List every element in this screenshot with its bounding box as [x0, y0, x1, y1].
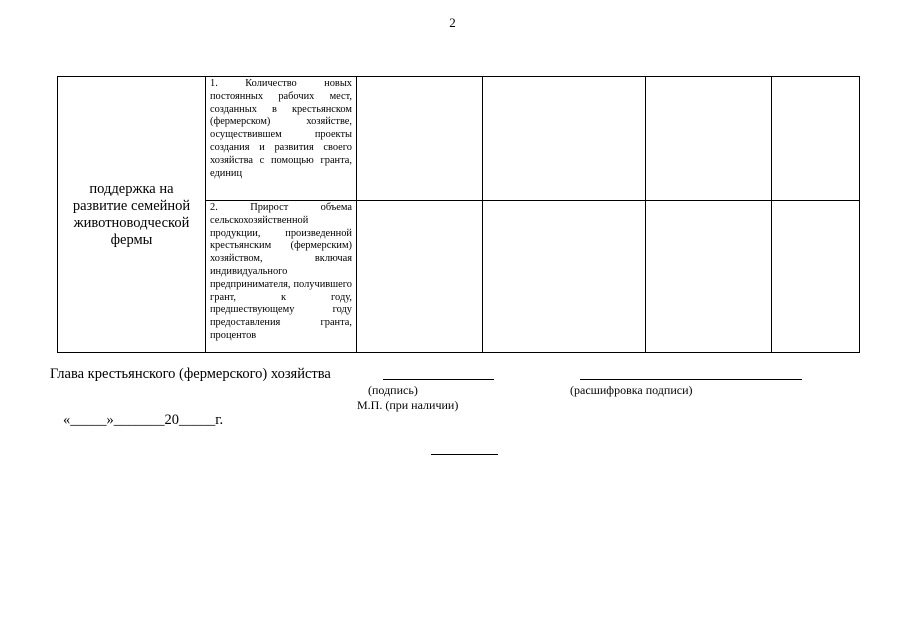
date-line: «_____»_______20_____г. — [63, 412, 224, 428]
table-cell — [483, 201, 646, 353]
table-cell — [483, 77, 646, 201]
decoding-caption: (расшифровка подписи) — [570, 383, 693, 397]
table-cell — [357, 77, 483, 201]
signature-line — [383, 379, 494, 380]
table-row — [58, 77, 860, 201]
signature-caption: (подпись) — [368, 383, 418, 397]
decoding-line — [580, 379, 802, 380]
head-label: Глава крестьянского (фермерского) хозяйства — [50, 366, 331, 382]
end-divider — [431, 454, 498, 455]
indicators-table — [57, 76, 860, 353]
table-cell — [772, 77, 860, 201]
table-cell — [772, 201, 860, 353]
table-cell — [357, 201, 483, 353]
stamp-caption: М.П. (при наличии) — [357, 398, 459, 412]
table-cell — [646, 201, 772, 353]
indicator-text: 1. Количество новых постоянных рабочих мест, созданных в крестьянском (фермерском) хозяйстве, осуществившем проекты создания и развития своего хозяйства с помощью гранта, единиц — [210, 78, 352, 179]
page-number: 2 — [449, 15, 456, 30]
table-cell — [646, 77, 772, 201]
indicator-cell — [206, 77, 357, 201]
indicator-cell — [206, 201, 357, 353]
support-type-label: поддержка на развитие семейной животноводческой фермы — [58, 77, 206, 353]
indicator-text: 2. Прирост объема сельскохозяйственной продукции, произведенной крестьянским (фермерским) хозяйством, включая индивидуального предпринимателя, получившего грант, к году, предшествующему году предоставления гранта, процентов — [210, 202, 352, 341]
